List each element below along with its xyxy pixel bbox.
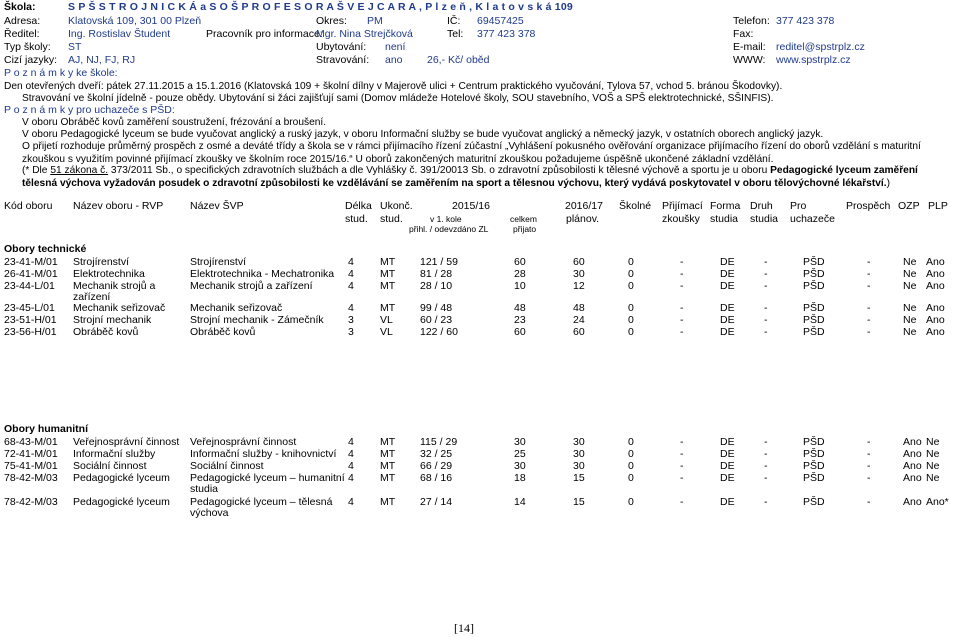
- cell-pro: PŠD: [803, 472, 825, 484]
- cell-zkousky: -: [680, 256, 684, 268]
- cell-prospech: -: [867, 268, 871, 280]
- cell-ukonc: MT: [380, 460, 396, 472]
- note-health-start: (* Dle: [22, 165, 51, 176]
- cell-prospech: -: [867, 448, 871, 460]
- cell-celkem: 48: [514, 302, 526, 314]
- cell-plp: Ne: [926, 460, 940, 472]
- cell-delka: 4: [348, 302, 354, 314]
- cell-ozp: Ano: [903, 472, 922, 484]
- cell-plp: Ano: [926, 302, 945, 314]
- poznamky-psd-label: P o z n á m k y pro uchazeče s PŠD:: [4, 104, 175, 116]
- cell-planov: 48: [573, 302, 585, 314]
- cell-kod: 75-41-M/01: [4, 460, 58, 472]
- cell-kod: 23-41-M/01: [4, 256, 58, 268]
- cell-planov: 15: [573, 472, 585, 484]
- cell-skolne: 0: [628, 314, 634, 326]
- cell-kod: 68-43-M/01: [4, 436, 58, 448]
- cell-ozp: Ne: [903, 268, 917, 280]
- stravovani-value: ano: [385, 54, 403, 66]
- cell-prihl: 122 / 60: [420, 326, 458, 338]
- cell-delka: 4: [348, 496, 354, 508]
- cell-svp-cont: studia: [190, 483, 219, 495]
- cell-ozp: Ano: [903, 496, 922, 508]
- col-kod: Kód oboru: [4, 200, 53, 212]
- cell-ozp: Ne: [903, 326, 917, 338]
- col-druh: Druh: [750, 200, 773, 212]
- note-languages: V oboru Pedagogické lyceum se bude vyučovat anglický a ruský jazyk, v oboru Informační služby se bude vyučovat anglický a německý jazyk, v ostatních oborech anglický jazyk.: [22, 129, 824, 140]
- cell-forma: DE: [720, 496, 735, 508]
- cell-ukonc: MT: [380, 436, 396, 448]
- cell-pro: PŠD: [803, 448, 825, 460]
- cell-celkem: 28: [514, 268, 526, 280]
- note-admission: O přijetí rozhoduje průměrný prospěch z osmé a deváté třídy a škola se v rámci přijímacího řízení zúčastní „Vyhlášení pokusného ověřování organizace přijímacího řízení do oborů vzdělání s maturitní zkouškou s využitím povinné přijímací zkoušky ve školním roce 2015/16.“ U oborů zakončených maturitní zkouškou požadujeme úspěšně ukončené základní vzdělání.: [22, 141, 921, 165]
- cell-prospech: -: [867, 436, 871, 448]
- cell-ozp: Ne: [903, 256, 917, 268]
- note-health: [22, 164, 952, 190]
- jazyky-value: AJ, NJ, FJ, RJ: [68, 54, 136, 66]
- cell-planov: 60: [573, 256, 585, 268]
- cell-kod: 72-41-M/01: [4, 448, 58, 460]
- cell-celkem: 25: [514, 448, 526, 460]
- okres-value: PM: [367, 15, 383, 27]
- col-prijimaci: Přijímací: [662, 200, 703, 212]
- cell-pro: PŠD: [803, 496, 825, 508]
- cell-skolne: 0: [628, 302, 634, 314]
- cell-zkousky: -: [680, 314, 684, 326]
- pracovnik-value: Mgr. Nina Strejčková: [316, 28, 413, 40]
- ubytovani-value: není: [385, 41, 406, 53]
- cell-kod: 23-56-H/01: [4, 326, 57, 338]
- note-health-middle: 373/2011 Sb., o specifických zdravotních službách a dle Vyhlášky č. 391/20013 Sb. o zdravotní způsobilosti k tělesné výchově a sportu je u oboru: [108, 165, 771, 176]
- cell-zkousky: -: [680, 448, 684, 460]
- cell-delka: 3: [348, 314, 354, 326]
- cell-celkem: 60: [514, 256, 526, 268]
- cell-druh: -: [764, 460, 768, 472]
- cell-rvp: Strojírenství: [73, 256, 130, 268]
- cell-ukonc: MT: [380, 256, 396, 268]
- cell-celkem: 14: [514, 496, 526, 508]
- cell-svp: Strojní mechanik - Zámečník: [190, 314, 324, 326]
- cell-plp: Ano: [926, 268, 945, 280]
- cell-prihl: 27 / 14: [420, 496, 453, 508]
- cell-prihl: 68 / 16: [420, 472, 453, 484]
- cell-celkem: 30: [514, 436, 526, 448]
- cell-zkousky: -: [680, 326, 684, 338]
- col-ukonc-2: stud.: [380, 213, 403, 225]
- cell-planov: 12: [573, 280, 585, 292]
- cell-pro: PŠD: [803, 268, 825, 280]
- cell-druh: -: [764, 302, 768, 314]
- cell-svp: Sociální činnost: [190, 460, 264, 472]
- cell-ukonc: MT: [380, 280, 396, 292]
- cell-pro: PŠD: [803, 314, 825, 326]
- cell-zkousky: -: [680, 496, 684, 508]
- cell-ukonc: MT: [380, 302, 396, 314]
- cell-forma: DE: [720, 302, 735, 314]
- cell-prospech: -: [867, 302, 871, 314]
- cell-svp: Informační služby - knihovnictví: [190, 448, 337, 460]
- cell-delka: 4: [348, 256, 354, 268]
- cell-planov: 60: [573, 326, 585, 338]
- cell-rvp-cont: zařízení: [73, 291, 111, 303]
- note-catering: Stravování ve školní jídelně - pouze obědy. Ubytování si žáci zajišťují sami (Domov mládeže Hotelové školy, SOU stavebního, VOŠ a SPŠ elektrotechnické, SŠINFIS).: [22, 93, 774, 104]
- cell-plp: Ne: [926, 472, 940, 484]
- cell-prospech: -: [867, 496, 871, 508]
- cell-pro: PŠD: [803, 326, 825, 338]
- col-ukonc: Ukonč.: [380, 200, 413, 212]
- email-value[interactable]: reditel@spstrplz.cz: [776, 41, 865, 53]
- cell-prihl: 32 / 25: [420, 448, 453, 460]
- cell-pro: PŠD: [803, 460, 825, 472]
- cell-delka: 4: [348, 472, 354, 484]
- col-2016-17: 2016/17: [565, 200, 603, 212]
- cell-delka: 4: [348, 268, 354, 280]
- telefon-label: Telefon:: [733, 15, 770, 27]
- cell-rvp: Strojní mechanik: [73, 314, 152, 326]
- cell-planov: 15: [573, 496, 585, 508]
- cell-prospech: -: [867, 280, 871, 292]
- cell-rvp: Informační služby: [73, 448, 156, 460]
- cell-zkousky: -: [680, 436, 684, 448]
- cell-skolne: 0: [628, 436, 634, 448]
- cell-svp: Mechanik seřizovač: [190, 302, 283, 314]
- cell-planov: 30: [573, 436, 585, 448]
- cell-celkem: 10: [514, 280, 526, 292]
- cell-pro: PŠD: [803, 280, 825, 292]
- page-number: [14]: [454, 621, 474, 635]
- cell-zkousky: -: [680, 280, 684, 292]
- col-prijato: přijato: [513, 224, 537, 234]
- cell-druh: -: [764, 472, 768, 484]
- poznamky-skole-label: P o z n á m k y ke škole:: [4, 67, 118, 79]
- cell-rvp: Sociální činnost: [73, 460, 147, 472]
- ic-value: 69457425: [477, 15, 524, 27]
- cell-prihl: 60 / 23: [420, 314, 453, 326]
- cell-skolne: 0: [628, 448, 634, 460]
- cell-rvp: Mechanik strojů a: [73, 280, 156, 292]
- cell-delka: 3: [348, 326, 354, 338]
- cell-forma: DE: [720, 314, 735, 326]
- cell-pro: PŠD: [803, 302, 825, 314]
- cell-ukonc: MT: [380, 472, 396, 484]
- cell-celkem: 23: [514, 314, 526, 326]
- cell-ozp: Ne: [903, 280, 917, 292]
- cell-plp: Ne: [926, 448, 940, 460]
- cell-druh: -: [764, 268, 768, 280]
- note-machinist: V oboru Obráběč kovů zaměření soustružení, frézování a broušení.: [22, 117, 327, 128]
- cell-pro: PŠD: [803, 436, 825, 448]
- cell-celkem: 30: [514, 460, 526, 472]
- reditel-value: Ing. Rostislav Študent: [68, 28, 171, 40]
- cell-ozp: Ano: [903, 460, 922, 472]
- cell-plp: Ne: [926, 436, 940, 448]
- cell-rvp: Pedagogické lyceum: [73, 472, 170, 484]
- adresa-label: Adresa:: [4, 15, 41, 27]
- cell-prihl: 66 / 29: [420, 460, 453, 472]
- cell-planov: 30: [573, 460, 585, 472]
- cell-planov: 24: [573, 314, 585, 326]
- cell-svp: Pedagogické lyceum – tělesná: [190, 496, 333, 508]
- cell-druh: -: [764, 280, 768, 292]
- cell-prihl: 99 / 48: [420, 302, 453, 314]
- col-nazev-svp: Název ŠVP: [190, 200, 244, 212]
- cell-forma: DE: [720, 448, 735, 460]
- col-pro: Pro: [790, 200, 807, 212]
- cell-forma: DE: [720, 280, 735, 292]
- cell-prospech: -: [867, 314, 871, 326]
- cell-forma: DE: [720, 436, 735, 448]
- note-health-law: 51 zákona č.: [50, 165, 109, 176]
- cell-forma: DE: [720, 472, 735, 484]
- cell-zkousky: -: [680, 472, 684, 484]
- col-2015-16: 2015/16: [452, 200, 490, 212]
- cell-skolne: 0: [628, 280, 634, 292]
- stravovani-label: Stravování:: [316, 54, 370, 66]
- www-label: WWW:: [733, 54, 766, 66]
- cell-ozp: Ano: [903, 436, 922, 448]
- col-druh-2: studia: [750, 213, 779, 225]
- note-health-end: ): [886, 178, 890, 189]
- cell-druh: -: [764, 496, 768, 508]
- cell-kod: 23-44-L/01: [4, 280, 55, 292]
- col-forma-2: studia: [710, 213, 739, 225]
- cell-svp: Elektrotechnika - Mechatronika: [190, 268, 335, 280]
- cell-forma: DE: [720, 460, 735, 472]
- telefon-value: 377 423 378: [776, 15, 835, 27]
- group-title-technicke: Obory technické: [4, 243, 87, 255]
- col-v1kole: v 1. kole: [430, 214, 462, 224]
- cell-ozp: Ano: [903, 448, 922, 460]
- cell-plp: Ano: [926, 314, 945, 326]
- cell-svp: Mechanik strojů a zařízení: [190, 280, 313, 292]
- ic-label: IČ:: [447, 15, 461, 27]
- tel-value: 377 423 378: [477, 28, 536, 40]
- www-value[interactable]: www.spstrplz.cz: [776, 54, 851, 66]
- col-celkem: celkem: [510, 214, 537, 224]
- cell-rvp: Pedagogické lyceum: [73, 496, 170, 508]
- cell-skolne: 0: [628, 460, 634, 472]
- cell-kod: 23-45-L/01: [4, 302, 55, 314]
- fax-label: Fax:: [733, 28, 754, 40]
- cell-celkem: 60: [514, 326, 526, 338]
- cell-prospech: -: [867, 460, 871, 472]
- cell-planov: 30: [573, 268, 585, 280]
- reditel-label: Ředitel:: [4, 28, 40, 40]
- col-prihl: přihl. / odevzdáno ZL: [409, 224, 489, 234]
- col-prijimaci-2: zkoušky: [662, 213, 700, 225]
- cell-zkousky: -: [680, 268, 684, 280]
- col-planov: plánov.: [566, 213, 600, 225]
- cell-rvp: Obráběč kovů: [73, 326, 139, 338]
- cell-skolne: 0: [628, 472, 634, 484]
- cell-ukonc: MT: [380, 268, 396, 280]
- typ-value: ST: [68, 41, 82, 53]
- cell-ozp: Ne: [903, 314, 917, 326]
- cell-rvp: Veřejnosprávní činnost: [73, 436, 180, 448]
- note-health-bold: Pedagogické lyceum zaměření tělesná výchova vyžadován posudek o zdravotní způsobilosti ke vzdělávání se zaměřením na sport a tělesnou výchovu, který vydává poskytovatel v oboru tělovýchovné lékařství.: [22, 165, 918, 189]
- obed-price: 26,- Kč/ oběd: [427, 54, 490, 66]
- cell-prihl: 81 / 28: [420, 268, 453, 280]
- cell-forma: DE: [720, 256, 735, 268]
- cell-ukonc: MT: [380, 448, 396, 460]
- col-pro-2: uchazeče: [790, 213, 835, 225]
- cell-druh: -: [764, 326, 768, 338]
- okres-label: Okres:: [316, 15, 347, 27]
- tel-label: Tel:: [447, 28, 464, 40]
- cell-plp: Ano: [926, 326, 945, 338]
- cell-prospech: -: [867, 472, 871, 484]
- cell-svp: Veřejnosprávní činnost: [190, 436, 297, 448]
- ubytovani-label: Ubytování:: [316, 41, 367, 53]
- cell-druh: -: [764, 436, 768, 448]
- skola-label: Škola:: [4, 1, 36, 13]
- cell-kod: 23-51-H/01: [4, 314, 57, 326]
- group-title-humanitni: Obory humanitní: [4, 423, 88, 435]
- cell-ukonc: VL: [380, 314, 393, 326]
- cell-skolne: 0: [628, 256, 634, 268]
- cell-ukonc: VL: [380, 326, 393, 338]
- cell-plp: Ano: [926, 280, 945, 292]
- cell-prihl: 115 / 29: [420, 436, 458, 448]
- cell-rvp: Elektrotechnika: [73, 268, 145, 280]
- cell-prospech: -: [867, 256, 871, 268]
- cell-druh: -: [764, 314, 768, 326]
- cell-skolne: 0: [628, 496, 634, 508]
- cell-pro: PŠD: [803, 256, 825, 268]
- cell-zkousky: -: [680, 302, 684, 314]
- cell-rvp: Mechanik seřizovač: [73, 302, 166, 314]
- cell-forma: DE: [720, 268, 735, 280]
- col-nazev-rvp: Název oboru - RVP: [73, 200, 164, 212]
- cell-zkousky: -: [680, 460, 684, 472]
- cell-skolne: 0: [628, 326, 634, 338]
- cell-skolne: 0: [628, 268, 634, 280]
- cell-delka: 4: [348, 280, 354, 292]
- cell-ukonc: MT: [380, 496, 396, 508]
- cell-plp: Ano: [926, 256, 945, 268]
- cell-druh: -: [764, 448, 768, 460]
- email-label: E-mail:: [733, 41, 766, 53]
- cell-forma: DE: [720, 326, 735, 338]
- cell-kod: 26-41-M/01: [4, 268, 58, 280]
- col-delka-2: stud.: [345, 213, 368, 225]
- col-delka: Délka: [345, 200, 372, 212]
- cell-svp: Pedagogické lyceum – humanitní: [190, 472, 345, 484]
- col-forma: Forma: [710, 200, 741, 212]
- cell-delka: 4: [348, 436, 354, 448]
- cell-delka: 4: [348, 448, 354, 460]
- cell-celkem: 18: [514, 472, 526, 484]
- cell-svp: Strojírenství: [190, 256, 247, 268]
- cell-prihl: 121 / 59: [420, 256, 458, 268]
- cell-delka: 4: [348, 460, 354, 472]
- cell-svp-cont: výchova: [190, 507, 229, 519]
- cell-prihl: 28 / 10: [420, 280, 453, 292]
- cell-plp: Ano*: [926, 496, 949, 508]
- col-ozp: OZP: [898, 200, 920, 212]
- col-plp: PLP: [928, 200, 948, 212]
- jazyky-label: Cizí jazyky:: [4, 54, 58, 66]
- typ-label: Typ školy:: [4, 41, 51, 53]
- col-prospech: Prospěch: [846, 200, 891, 212]
- cell-prospech: -: [867, 326, 871, 338]
- cell-kod: 78-42-M/03: [4, 472, 58, 484]
- note-open-day: Den otevřených dveří: pátek 27.11.2015 a 15.1.2016 (Klatovská 109 + školní dílny v Majerově ulici + Centrum praktického vyučování, Tylova 57, vchod 5. bránou Škodovky).: [4, 81, 783, 92]
- school-name: S P Š S T R O J N I C K Á a S O Š P R O F E S O R A Š V E J C A R A , P l z e ň , K l a t o v s k á 109: [68, 1, 573, 13]
- cell-kod: 78-42-M/03: [4, 496, 58, 508]
- pracovnik-label: Pracovník pro informace:: [206, 28, 323, 40]
- cell-ozp: Ne: [903, 302, 917, 314]
- cell-druh: -: [764, 256, 768, 268]
- col-skolne: Školné: [619, 200, 652, 212]
- cell-planov: 30: [573, 448, 585, 460]
- cell-svp: Obráběč kovů: [190, 326, 256, 338]
- adresa-value: Klatovská 109, 301 00 Plzeň: [68, 15, 202, 27]
